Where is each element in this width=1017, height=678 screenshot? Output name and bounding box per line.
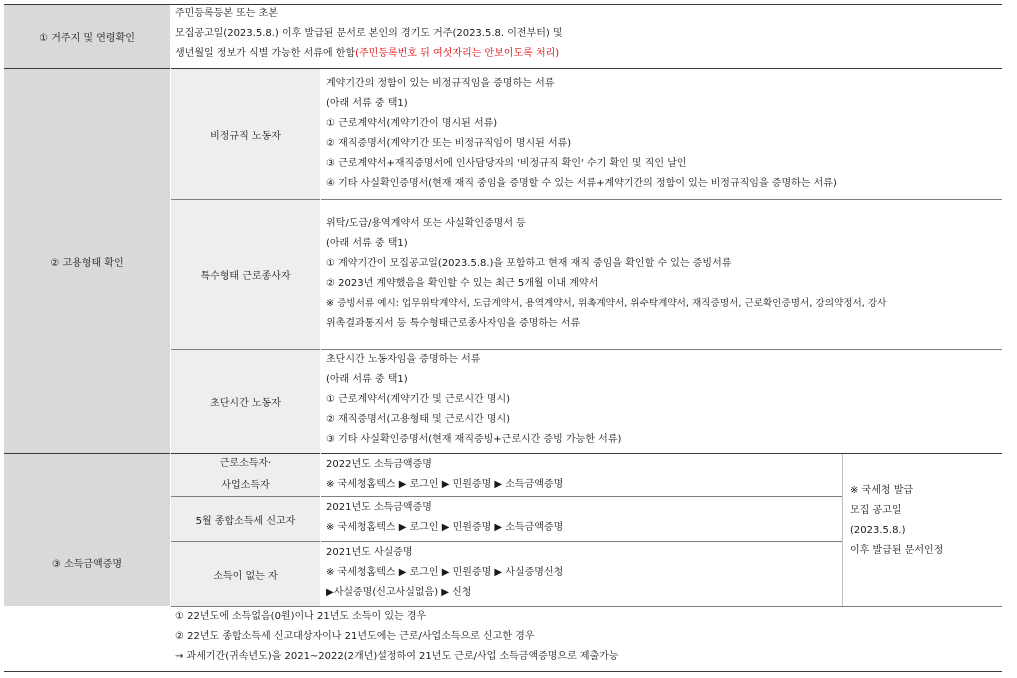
may-tax-filer-label — [171, 497, 320, 541]
list-item: (아래 서류 중 택1) — [326, 238, 408, 249]
nonregular-worker-content — [326, 74, 998, 194]
special-worker-label-text: 특수형태 근로종사자 — [200, 271, 291, 282]
earned-income-label — [171, 454, 320, 496]
short-time-worker-content — [326, 350, 998, 450]
nonregular-worker-label-text: 비정규직 노동자 — [210, 130, 281, 142]
list-item: 계약기간의 정함이 있는 비정규직임을 증명하는 서류 — [326, 78, 555, 89]
may-tax-filer-content — [326, 498, 838, 538]
list-item: ③ 근로계약서+재직증명서에 인사담당자의 '비정규직 확인' 수기 확인 및 직인 날인 — [326, 158, 687, 169]
list-item: (아래 서류 중 택1) — [326, 374, 408, 385]
short-time-worker-label — [171, 350, 320, 453]
special-worker-label — [171, 200, 320, 349]
list-item: 위촉결과통지서 등 특수형태근로종사자임을 증명하는 서류 — [326, 318, 581, 329]
list-item: ※ 증빙서류 예시: 업무위탁계약서, 도급계약서, 용역계약서, 위촉계약서, 위수탁계약서, 재직증명서, 근로확인증명서, 강의약정서, 강사 — [326, 298, 887, 309]
list-item: ※ 국세청홈텍스 ▶ 로그인 ▶ 민원증명 ▶ 소득금액증명 — [326, 522, 564, 533]
col-divider-3 — [842, 454, 843, 606]
list-item: 2021년도 소득금액증명 — [326, 502, 432, 513]
list-item: ※ 국세청홈텍스 ▶ 로그인 ▶ 민원증명 ▶ 소득금액증명 — [326, 479, 564, 490]
list-item: 2021년도 사실증명 — [326, 547, 413, 558]
section1-label-text: ① 거주지 및 연령확인 — [39, 33, 135, 44]
no-income-content — [326, 543, 838, 603]
section1-content — [175, 4, 995, 64]
issue-date-note — [850, 481, 1000, 561]
short-time-worker-label-text: 초단시간 노동자 — [210, 398, 281, 409]
list-item: 초단시간 노동자임을 증명하는 서류 — [326, 354, 481, 365]
issue-date-note-line: ※ 국세청 발급 — [850, 485, 914, 496]
list-item: ② 22년도 종합소득세 신고대상자이나 21년도에는 근로/사업소득으로 신고한 경우 — [175, 631, 535, 642]
special-worker-content — [326, 214, 998, 334]
issue-date-note-line: 이후 발급된 문서인정 — [850, 545, 944, 556]
list-item: ② 2023년 계약했음을 확인할 수 있는 최근 5개월 이내 계약서 — [326, 278, 599, 289]
section1-label — [4, 5, 170, 68]
section1-line-3-warning: (주민등록번호 뒤 여섯자리는 안보이도록 처리) — [355, 48, 560, 59]
list-item: ② 재직증명서(계약기간 또는 비정규직임이 명시된 서류) — [326, 138, 572, 149]
list-item: ① 계약기간이 모집공고일(2023.5.8.)을 포함하고 현재 재직 중임을 확인할 수 있는 증빙서류 — [326, 258, 732, 269]
section2-label-text: ② 고용형태 확인 — [50, 257, 124, 269]
no-income-label — [171, 542, 320, 606]
no-income-label-text: 소득이 없는 자 — [213, 570, 278, 582]
section2-label — [4, 69, 170, 453]
earned-income-label-line-2: 사업소득자 — [221, 480, 270, 491]
section1-line-2: 모집공고일(2023.5.8.) 이후 발급된 문서로 본인의 경기도 거주(2023.5.8. 이전부터) 및 — [175, 28, 563, 39]
section1-line-3-prefix: 생년월일 정보가 식별 가능한 서류에 한함 — [175, 48, 356, 59]
col-divider-2 — [320, 69, 321, 606]
earned-income-label-line-1: 근로소득자· — [219, 458, 272, 469]
issue-date-note-line: (2023.5.8.) — [850, 525, 906, 536]
list-item: ① 근로계약서(계약기간이 명시된 서류) — [326, 118, 498, 129]
earned-income-content — [326, 455, 838, 495]
list-item: ※ 국세청홈텍스 ▶ 로그인 ▶ 민원증명 ▶ 사실증명신청 — [326, 567, 564, 578]
section1-line-1: 주민등록등본 또는 초본 — [175, 8, 278, 19]
list-item: ① 22년도에 소득없음(0원)이나 21년도 소득이 있는 경우 — [175, 611, 427, 622]
list-item: ③ 기타 사실확인증명서(현재 재직증빙+근로시간 증빙 가능한 서류) — [326, 434, 622, 445]
section3-label-text: ③ 소득금액증명 — [51, 559, 123, 570]
section1-line-3 — [175, 44, 995, 64]
list-item: ④ 기타 사실확인증명서(현재 재직 중임을 증명할 수 있는 서류+계약기간의 정함이 있는 비정규직임을 증명하는 서류) — [326, 178, 837, 189]
may-tax-filer-label-text: 5월 종합소득세 신고자 — [195, 515, 296, 527]
list-item: ① 근로계약서(계약기간 및 근로시간 명시) — [326, 394, 511, 405]
bottom-border — [4, 671, 1002, 672]
income-notes — [175, 607, 995, 667]
nonregular-worker-label — [171, 69, 320, 199]
list-item: ② 재직증명서(고용형태 및 근로시간 명시) — [326, 414, 511, 425]
section3-label — [4, 454, 170, 671]
list-item: 위탁/도급/용역계약서 또는 사실확인증명서 등 — [326, 218, 526, 229]
list-item: → 과세기간(귀속년도)을 2021~2022(2개년)설정하여 21년도 근로/사업 소득금액증명으로 제출가능 — [175, 651, 619, 662]
issue-date-note-line: 모집 공고일 — [850, 505, 902, 516]
list-item: 2022년도 소득금액증명 — [326, 459, 432, 470]
list-item: ▶사실증명(신고사실없음) ▶ 신청 — [326, 587, 472, 598]
list-item: (아래 서류 중 택1) — [326, 98, 408, 109]
